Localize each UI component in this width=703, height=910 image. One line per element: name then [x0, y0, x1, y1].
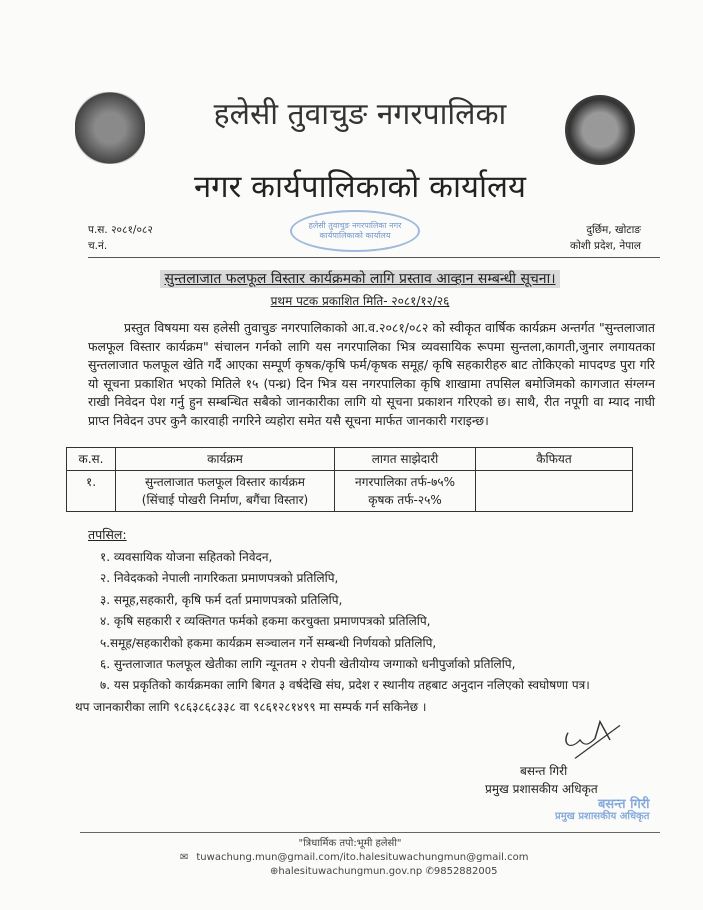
signature-block [0, 718, 703, 822]
program-line: (सिंचाई पोखरी निर्माण, बगैंचा विस्तार) [141, 492, 309, 507]
ref-ps: प.स. २०८१/०८२ [88, 224, 153, 236]
phone-icon: ✆ [425, 865, 434, 877]
col-remarks: कैफियत [476, 447, 633, 470]
list-item: ७. यस प्रकृतिको कार्यक्रमका लागि बिगत ३ वर्षदेखि संघ, प्रदेश र स्थानीय तहबाट अनुदान नलिएको स्वघोषणा पत्र। [100, 677, 590, 692]
office-stamp [290, 210, 420, 252]
signatory-stamp [555, 798, 649, 823]
stamp-name: बसन्त गिरी [597, 796, 650, 812]
program-table [66, 447, 633, 512]
signatory-title: प्रमुख प्रशासकीय अधिकृत [485, 781, 598, 796]
list-item: १. व्यवसायिक योजना सहितको निवेदन, [100, 549, 273, 564]
notice-subtitle: प्रथम पटक प्रकाशित मिति- २०८१/१२/२६ [270, 294, 450, 308]
cell-cost-share [335, 470, 476, 511]
notice-title [0, 268, 703, 288]
stamp-title: प्रमुख प्रशासकीय अधिकृत [555, 810, 650, 822]
table-header-row [67, 447, 633, 470]
contact-line: थप जानकारीका लागि ९८६३८६८३३८ वा ९८६१२८१४९९ मा सम्पर्क गर्न सकिनेछ । [75, 699, 427, 714]
signature [560, 718, 630, 762]
share-line: नगरपालिका तर्फ-७५% [355, 474, 455, 489]
stamp-text: हलेसी तुवाचुङ नगरपालिका नगर कार्यपालिकाको कार्यालय [308, 221, 402, 240]
ref-cn: च.नं. [88, 240, 108, 252]
footer-email [180, 851, 660, 865]
office-name: नगर कार्यपालिकाको कार्यालय [193, 169, 527, 205]
globe-icon: ⊕ [270, 865, 279, 877]
list-item: ६. सुन्तलाजात फलफूल खेतीका लागि न्यूनतम २ रोपनी खेतीयोग्य जग्गाको धनीपुर्जाको प्रतिलिपि, [100, 657, 516, 672]
footer-web [270, 865, 660, 879]
share-line: कृषक तर्फ-२५% [368, 492, 442, 507]
tapasil-heading: तपसिल: [88, 526, 127, 542]
list-item: ३. समूह,सहकारी, कृषि फर्म दर्ता प्रमाणपत्रको प्रतिलिपि, [100, 592, 343, 607]
website-text[interactable]: halesituwachungmun.gov.np [278, 865, 423, 877]
table-row [67, 470, 633, 511]
list-item: ४. कृषि सहकारी र व्यक्तिगत फर्मको हकमा करचुक्ता प्रमाणपत्रको प्रतिलिपि, [100, 614, 431, 629]
cell-sn: १. [67, 470, 116, 511]
cell-remarks [476, 470, 633, 511]
list-item: ५.समूह/सहकारीको हकमा कार्यक्रम सञ्चालन गर्ने सम्बन्धी निर्णयको प्रतिलिपि, [100, 635, 437, 650]
footer-slogan: "त्रिधार्मिक तपो:भूमी हलेसी" [298, 837, 402, 849]
municipality-name: हलेसी तुवाचुङ नगरपालिका [213, 97, 507, 132]
col-sn: क.स. [67, 447, 116, 470]
col-program: कार्यक्रम [116, 447, 335, 470]
list-item: २. निवेदकको नेपाली नागरिकता प्रमाणपत्रको प्रतिलिपि, [100, 571, 339, 586]
signatory-name: बसन्त गिरी [520, 763, 568, 778]
notice-content [0, 268, 703, 879]
address-line1: दुर्छिम, खोटाङ [586, 224, 641, 236]
address-line2: कोशी प्रदेश, नेपाल [570, 240, 641, 252]
mail-icon: ✉ [180, 851, 189, 863]
header-divider [88, 257, 660, 258]
cell-program [116, 470, 335, 511]
document-list [100, 547, 663, 695]
col-cost-share: लागत साझेदारी [335, 447, 476, 470]
footer [80, 832, 660, 879]
email-text[interactable]: tuwachung.mun@gmail.com/ito.halesituwachungmun@gmail.com [196, 851, 529, 863]
notice-title-text: सुन्तलाजात फलफूल विस्तार कार्यक्रमको लागि प्रस्ताव आव्हान सम्बन्धी सूचना। [160, 270, 559, 288]
phone-text: 9852882005 [433, 865, 498, 877]
notice-body: प्रस्तुत विषयमा यस हलेसी तुवाचुङ नगरपालिकाको आ.व.२०८१/०८२ को स्वीकृत वार्षिक कार्यक्रम अन्तर्गत "सुन्तलाजात फलफूल विस्तार कार्यक्रम" संचालन गर्नको लागि यस नगरपालिका भित्र व्यवसायिक रूपमा सुन्तला,कागती,जुनार लगायतका सुन्तलाजात फलफूल खेति गर्दै आएका सम्पूर्ण कृषक/कृषि फर्म/कृषक समूह/ कृषि सहकारीहरु बाट तोकिएको मापदण्ड पुरा गरि यो सूचना प्रकाशित भएको मितिले १५ (पन्ध्र) दिन भित्र यस नगरपालिका कृषि शाखामा तपसिल बमोजिमको कागजात संग्लग्न राखी निवेदन पेश गर्नु हुन सम्बन्धित सबैको जानकारीका लागि यो सूचना प्रकाशन गरिएको छ। साथै, रीत नपूगी वा म्याद नाघी प्राप्त निवेदन उपर कुनै कारवाही नगरिने व्यहोरा समेत यसै सूचना मार्फत जानकारी गराइन्छ। [88, 320, 655, 428]
program-line: सुन्तलाजात फलफूल विस्तार कार्यक्रम [145, 474, 305, 489]
